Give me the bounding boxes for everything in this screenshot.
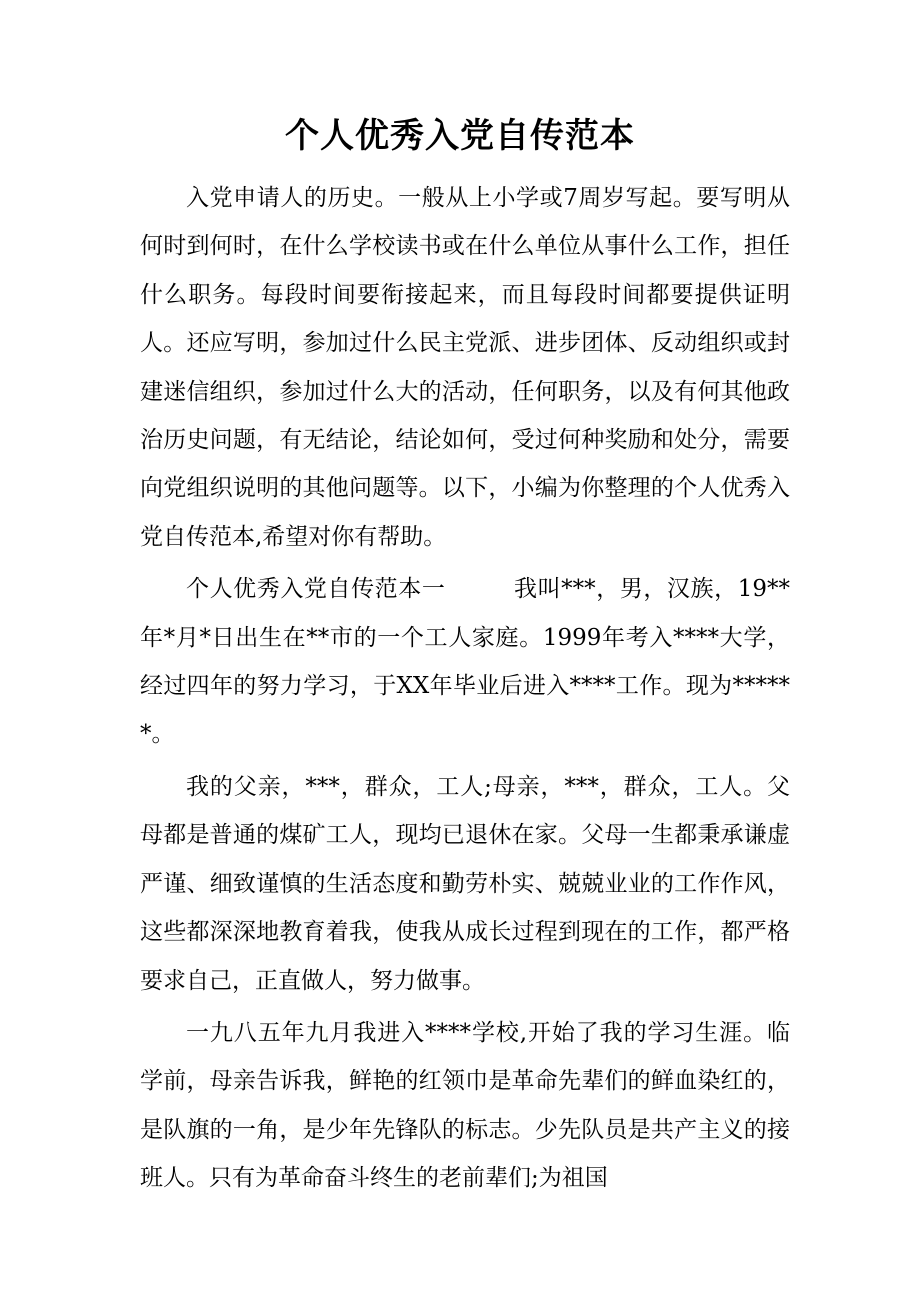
sample-one-text: 我叫***，男，汉族，19**年*月*日出生在**市的一个工人家庭。1999年考入****大学，经过四年的努力学习，于XX年毕业后进入****工作。现为******。 [140, 576, 790, 748]
paragraph-school: 一九八五年九月我进入****学校,开始了我的学习生涯。临学前，母亲告诉我，鲜艳的红领巾是革命先辈们的鲜血染红的，是队旗的一角，是少年先锋队的标志。少先队员是共产主义的接班人。只有为革命奋斗终生的老前辈们;为祖国 [140, 1019, 790, 1192]
sample-heading: 个人优秀入党自传范本一 [186, 576, 446, 603]
paragraph-sample-one [140, 565, 790, 759]
paragraph-parents: 我的父亲，***，群众，工人;母亲，***，群众，工人。父母都是普通的煤矿工人，现均已退休在家。父母一生都秉承谦虚严谨、细致谨慎的生活态度和勤劳朴实、兢兢业业的工作作风，这些都深深地教育着我，使我从成长过程到现在的工作，都严格要求自己，正直做人，努力做事。 [140, 773, 790, 994]
document-body [140, 174, 790, 1203]
paragraph-intro: 入党申请人的历史。一般从上小学或7周岁写起。要写明从何时到何时，在什么学校读书或在什么单位从事什么工作，担任什么职务。每段时间要衔接起来，而且每段时间都要提供证明人。还应写明，参加过什么民主党派、进步团体、反动组织或封建迷信组织，参加过什么大的活动，任何职务，以及有何其他政治历史问题，有无结论，结论如何，受过何种奖励和处分，需要向党组织说明的其他问题等。以下，小编为你整理的个人优秀入党自传范本,希望对你有帮助。 [140, 185, 790, 550]
document-title: 个人优秀入党自传范本 [285, 116, 635, 156]
